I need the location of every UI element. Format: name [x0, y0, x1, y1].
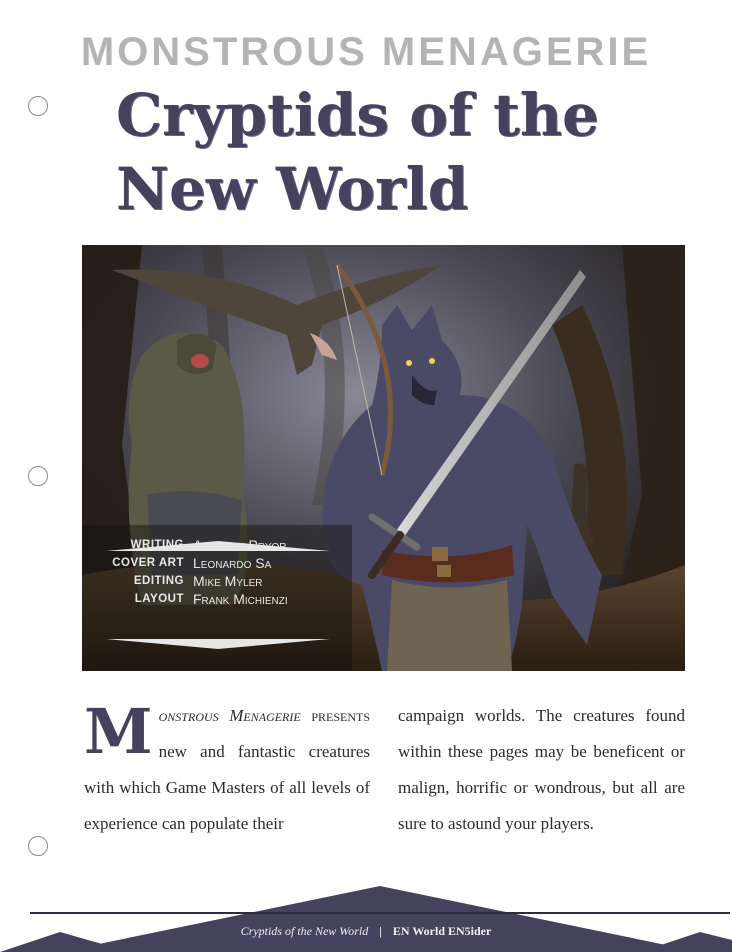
credit-row-layout — [104, 590, 334, 608]
page-title-line-2: New World — [116, 155, 469, 223]
footer-separator: | — [379, 924, 382, 938]
binder-hole-middle — [28, 466, 48, 486]
footer-brand: EN World EN5ider — [392, 924, 492, 938]
credit-row-cover-art — [104, 554, 334, 572]
intro-column-2 — [398, 698, 685, 842]
page-title — [116, 78, 599, 226]
intro-column-1 — [84, 695, 370, 842]
credit-name: Anthony Pryor — [193, 537, 287, 553]
credit-role: COVER ART — [112, 557, 184, 569]
footer-banner — [0, 880, 732, 952]
credit-role: EDITING — [133, 575, 184, 587]
intro-lead-smallcaps: onstrous Menagerie — [158, 706, 301, 725]
binder-hole-top — [28, 96, 48, 116]
credits-block — [104, 536, 334, 608]
credit-role: WRITING — [130, 539, 184, 551]
drop-cap: M — [84, 695, 153, 768]
intro-text-col1: new and fantastic creatures with which Game Masters of all levels of experience can populate their — [84, 742, 370, 833]
binder-hole-bottom — [28, 836, 48, 856]
credit-row-editing — [104, 572, 334, 590]
credit-name: Mike Myler — [193, 573, 263, 589]
footer-text — [0, 924, 732, 939]
footer-title: Cryptids of the New World — [240, 924, 369, 938]
series-title: MONSTROUS MENAGERIE — [80, 30, 652, 74]
credit-row-writing — [104, 536, 334, 554]
credit-name: Frank Michienzi — [193, 591, 288, 607]
intro-text-col2: campaign worlds. The creatures found within these pages may be beneficent or malign, horrific or wondrous, but all are sure to astound your players. — [398, 706, 685, 833]
intro-lead-word: presents — [311, 706, 370, 725]
credit-role: LAYOUT — [134, 593, 184, 605]
footer-rule — [30, 912, 730, 914]
page-title-line-1: Cryptids of the — [116, 81, 599, 149]
credit-name: Leonardo Sa — [193, 555, 272, 571]
